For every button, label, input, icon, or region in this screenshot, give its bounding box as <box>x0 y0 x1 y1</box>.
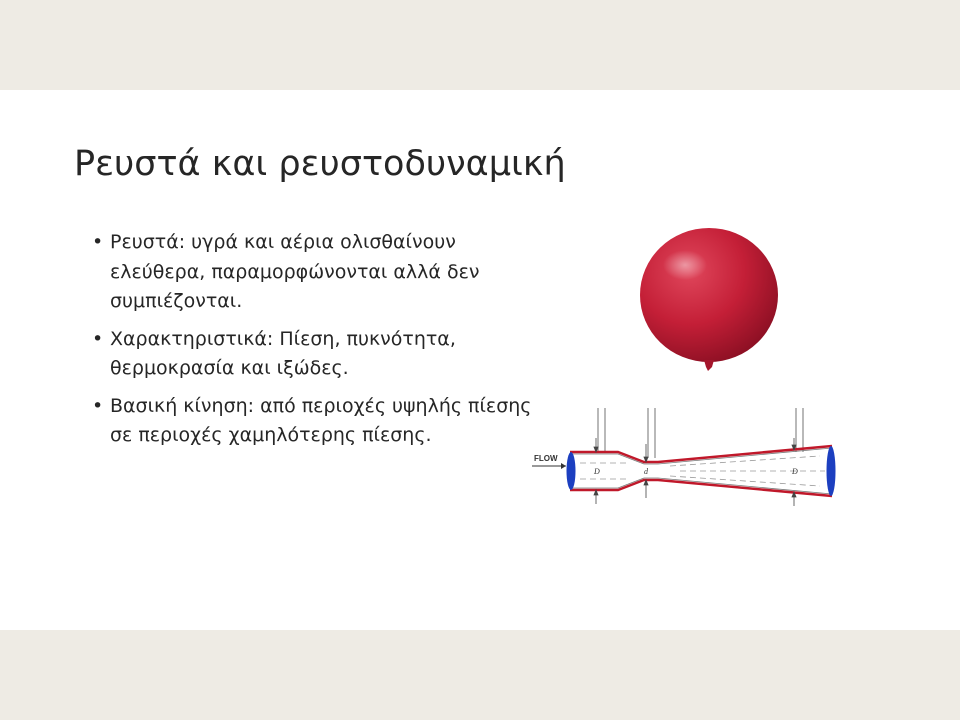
pipe-outlet-cap <box>827 446 836 496</box>
balloon-image <box>638 227 780 377</box>
dimension-label-D2: D <box>792 467 798 476</box>
dimension-arrows <box>594 438 796 506</box>
dimension-label-D1: D <box>594 467 600 476</box>
balloon-shine <box>663 250 707 280</box>
bullet-dot-icon: • <box>92 231 104 253</box>
flow-label: FLOW <box>534 454 558 463</box>
bullet-dot-icon: • <box>92 394 104 417</box>
balloon-body <box>640 228 778 362</box>
dimension-label-d: d <box>644 467 648 476</box>
bullet-text: Βασική κίνηση: από περιοχές υψηλής πίεσης σε περιοχές χαμηλότερης πίεσης. <box>110 394 532 446</box>
bullet-text: Ρευστά: υγρά και αέρια ολισθαίνουν ελεύθερα, παραμορφώνονται αλλά δεν συμπιέζονται. <box>110 231 480 312</box>
bullet-dot-icon: • <box>92 327 104 350</box>
bullet-item <box>92 325 532 384</box>
pipe-inlet-cap <box>567 452 576 490</box>
balloon-knot <box>704 360 714 371</box>
bullet-item <box>92 392 532 451</box>
bullet-list <box>92 228 532 459</box>
venturi-diagram <box>530 406 842 522</box>
streamlines <box>580 456 825 486</box>
bullet-text: Χαρακτηριστικά: Πίεση, πυκνότητα, θερμοκρασία και ιξώδες. <box>110 327 456 379</box>
slide-title: Ρευστά και ρευστοδυναμική <box>74 144 566 184</box>
slide-canvas <box>0 90 960 630</box>
bullet-item <box>92 228 532 317</box>
flow-arrow-head <box>561 463 566 469</box>
